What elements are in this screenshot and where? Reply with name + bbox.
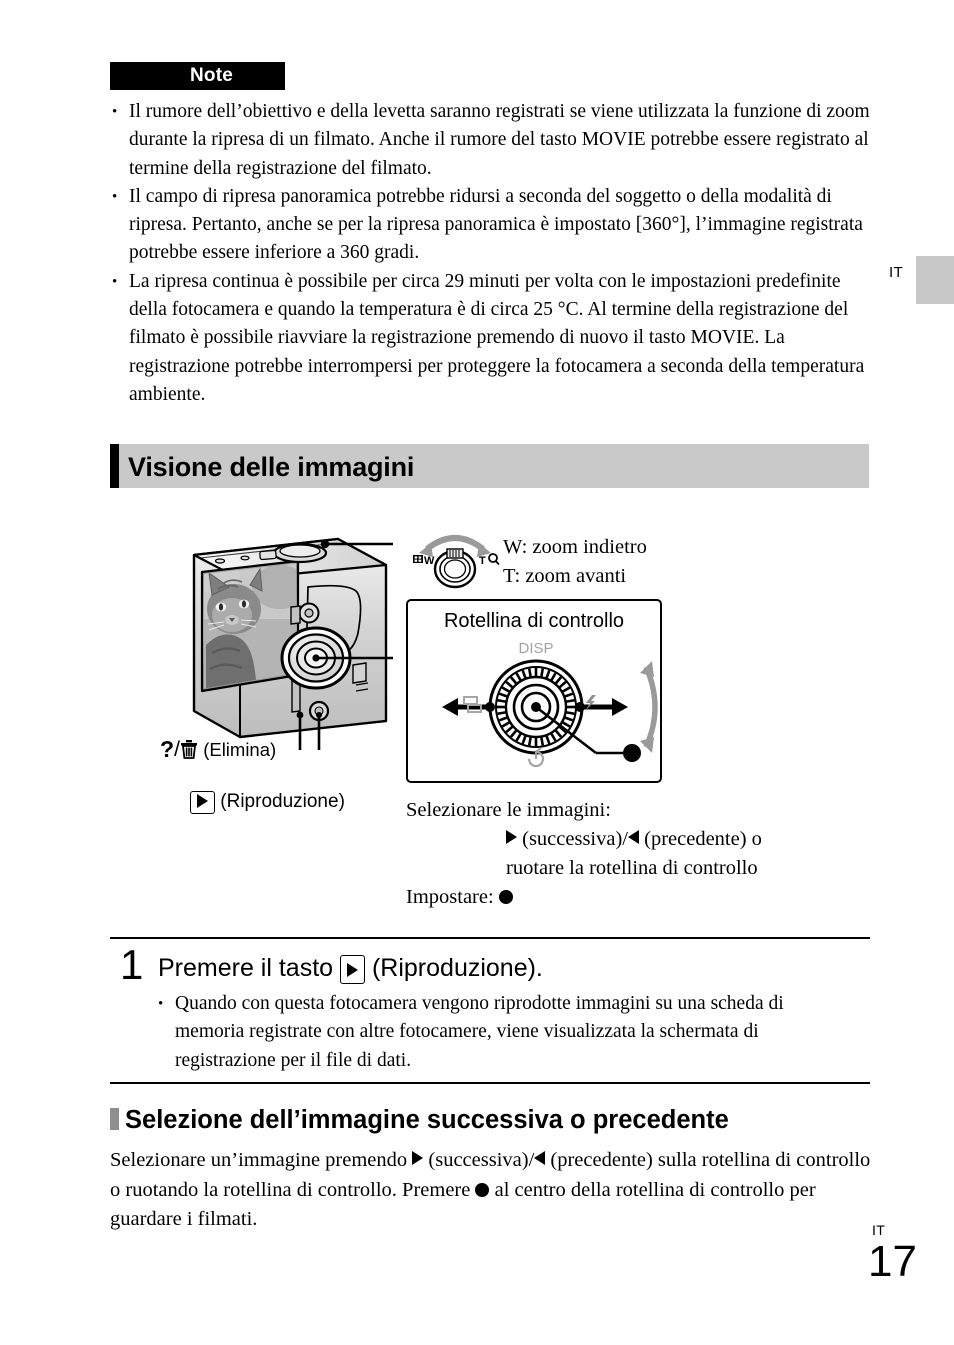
subsection-heading	[110, 1104, 729, 1136]
heading-mark-icon	[110, 1108, 119, 1130]
zoom-wide-text: W: zoom indietro	[503, 536, 647, 558]
trash-icon	[180, 739, 198, 766]
step-title	[158, 952, 543, 984]
section-accent-bar	[110, 444, 119, 488]
control-wheel-panel	[406, 599, 662, 783]
select-line-3: ruotare la rotellina di controllo	[506, 857, 758, 879]
note-list-item	[110, 268, 870, 409]
control-wheel-diagram	[408, 631, 664, 781]
footer-page-number: 17	[868, 1237, 917, 1286]
right-arrow-icon	[412, 1151, 423, 1165]
set-label: Impostare:	[406, 886, 494, 908]
bullet-icon: •	[112, 188, 118, 205]
side-tab-label: IT	[889, 264, 904, 281]
subsection-heading-text: Selezione dell’immagine successiva o precedente	[125, 1106, 729, 1134]
section-header	[110, 444, 869, 488]
bullet-icon: •	[158, 996, 164, 1012]
left-arrow-icon	[534, 1151, 545, 1165]
zoom-legend	[503, 533, 647, 591]
section-title: Visione delle immagini	[128, 452, 415, 482]
divider-bottom	[110, 1082, 870, 1084]
bullet-icon: •	[112, 104, 118, 120]
selection-instructions	[406, 796, 866, 912]
note-item-text: Il rumore dell’obiettivo e della levetta saranno registrati se viene utilizzata la funzione di zoom durante la ripresa di un filmato. Anche il rumore del tasto MOVIE potrebbe essere registrato al termine della registrazione del filmato.	[129, 101, 870, 179]
play-icon	[190, 791, 215, 814]
sub-body-part3: (precedente) sulla rotellina di controllo o ruotando la rotellina di controllo. Premere	[110, 1149, 871, 1201]
side-tab-block	[916, 256, 954, 304]
step-title-after: (Riproduzione).	[371, 954, 543, 982]
camera-illustration	[188, 525, 393, 750]
play-icon	[340, 955, 365, 984]
step-bullet-text: Quando con questa fotocamera vengono riprodotte immagini su una scheda di memoria registrate con altre fotocamere, viene visualizzata la schermata di registrazione per il file di dati.	[175, 993, 784, 1071]
svg-text:T: T	[479, 555, 486, 567]
sub-body-part2: (successiva)/	[428, 1149, 535, 1171]
question-mark-icon: ?	[160, 736, 175, 762]
step-title-before: Premere il tasto	[158, 954, 334, 982]
subsection-body	[110, 1146, 872, 1235]
control-wheel-title: Rotellina di controllo	[443, 610, 625, 632]
note-list	[110, 98, 870, 409]
step-bullet	[158, 990, 835, 1075]
sub-body-part1: Selezionare un’immagine premendo	[110, 1149, 408, 1171]
step-number: 1	[120, 941, 144, 988]
center-button-icon	[499, 890, 513, 904]
zoom-lever-icon	[405, 529, 505, 591]
label-slash: /	[174, 738, 180, 761]
disp-label: DISP	[518, 640, 554, 657]
zoom-tele-text: T: zoom avanti	[503, 565, 627, 587]
bullet-icon: •	[112, 273, 118, 290]
footer-language: IT	[872, 1222, 886, 1238]
note-list-item	[110, 98, 870, 183]
note-badge: Note	[110, 62, 285, 90]
divider-top	[110, 937, 870, 939]
left-arrow-icon	[628, 830, 639, 844]
select-prev-text: (precedente) o	[644, 828, 762, 850]
center-button-icon	[475, 1183, 489, 1197]
select-line-4	[406, 883, 866, 912]
note-list-item	[110, 183, 870, 268]
note-item-text: La ripresa continua è possibile per circa 29 minuti per volta con le impostazioni predefinite della fotocamera e quando la temperatura è di circa 25 °C. Al termine della registrazione del filmato è possibile riavviare la registrazione premendo di nuovo il tasto MOVIE. La registrazione potrebbe interrompersi per proteggere la fotocamera a seconda della temperatura ambiente.	[129, 270, 865, 405]
select-next-text: (successiva)/	[522, 828, 628, 850]
right-arrow-icon	[506, 830, 517, 844]
sub-body-part4: al centro della rotellina di controllo per guardare i filmati.	[110, 1178, 816, 1230]
delete-button-label	[160, 737, 276, 766]
playback-button-label	[190, 790, 345, 814]
select-line-1: Selezionare le immagini:	[406, 799, 611, 821]
playback-caption: (Riproduzione)	[220, 791, 345, 812]
svg-text:W: W	[424, 555, 435, 567]
note-item-text: Il campo di ripresa panoramica potrebbe ridursi a seconda del soggetto o della modalità di ripresa. Pertanto, anche se per la ripresa panoramica è impostato [360°], l’immagine registrata potrebbe essere inferiore a 360 gradi.	[129, 185, 863, 264]
camera-figure	[110, 515, 870, 915]
select-line-2	[406, 825, 866, 854]
delete-caption: (Elimina)	[203, 739, 277, 760]
